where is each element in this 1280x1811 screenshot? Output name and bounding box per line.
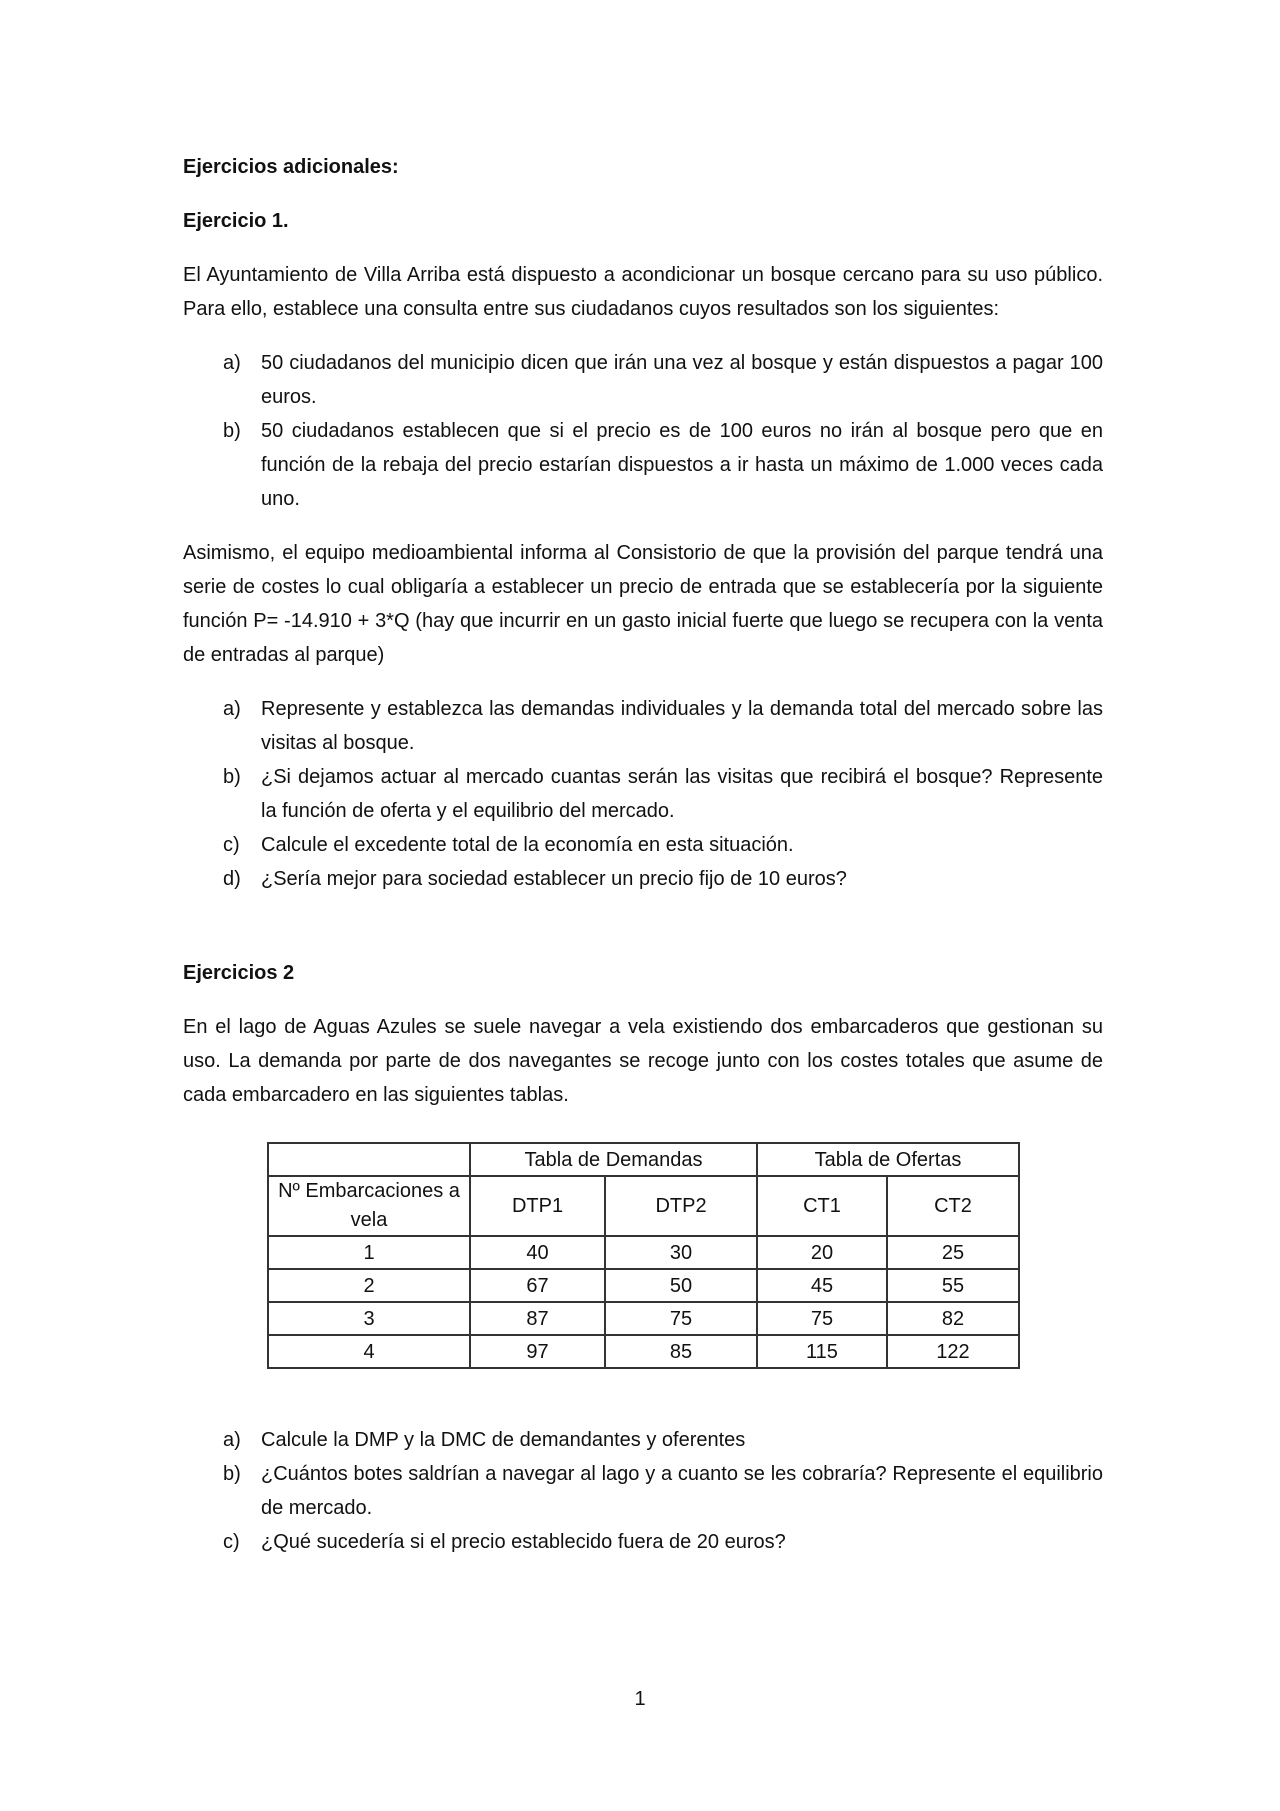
column-header: CT2 <box>887 1176 1019 1236</box>
exercise-1-conditions <box>183 346 1103 516</box>
list-item-text: 50 ciudadanos establecen que si el precio es de 100 euros no irán al bosque pero que en función de la rebaja del precio estarían dispuestos a ir hasta un máximo de 1.000 veces cada uno. <box>261 420 1103 510</box>
list-marker: b) <box>223 1463 241 1485</box>
document-title: Ejercicios adicionales: <box>183 156 399 178</box>
list-item <box>183 828 1103 862</box>
table-cell: 3 <box>268 1302 470 1335</box>
table-cell: 4 <box>268 1335 470 1368</box>
exercise-2-questions <box>183 1423 1103 1559</box>
list-item <box>183 1423 1103 1457</box>
table-cell: 82 <box>887 1302 1019 1335</box>
table-cell: 122 <box>887 1335 1019 1368</box>
table-column-header-row <box>268 1176 1019 1236</box>
table-group-header-row <box>268 1143 1019 1176</box>
exercise-2-intro: En el lago de Aguas Azules se suele navegar a vela existiendo dos embarcaderos que gestionan su uso. La demanda por parte de dos navegantes se recoge junto con los costes totales que asume de cada embarcadero en las siguientes tablas. <box>183 1016 1103 1106</box>
page-number: 1 <box>634 1688 646 1710</box>
demand-supply-table <box>267 1142 1020 1369</box>
list-item <box>183 692 1103 760</box>
column-header: DTP1 <box>470 1176 605 1236</box>
list-item-text: ¿Si dejamos actuar al mercado cuantas serán las visitas que recibirá el bosque? Represente la función de oferta y el equilibrio del mercado. <box>261 766 1103 822</box>
list-item <box>183 1525 1103 1559</box>
table-cell: 1 <box>268 1236 470 1269</box>
row-header-cell: Nº Embarcaciones a vela <box>268 1176 470 1236</box>
table-cell: 87 <box>470 1302 605 1335</box>
table-cell: 45 <box>757 1269 887 1302</box>
table-cell: 75 <box>757 1302 887 1335</box>
list-marker: b) <box>223 766 241 788</box>
list-marker: a) <box>223 698 241 720</box>
list-item-text: ¿Cuántos botes saldrían a navegar al lago y a cuanto se les cobraría? Represente el equilibrio de mercado. <box>261 1463 1103 1519</box>
supply-group-header: Tabla de Ofertas <box>757 1143 1019 1176</box>
table-cell: 2 <box>268 1269 470 1302</box>
table-cell: 75 <box>605 1302 757 1335</box>
list-item-text: 50 ciudadanos del municipio dicen que irán una vez al bosque y están dispuestos a pagar 100 euros. <box>261 352 1103 408</box>
exercise-1-questions <box>183 692 1103 896</box>
list-item <box>183 1457 1103 1525</box>
list-item-text: ¿Qué sucedería si el precio establecido fuera de 20 euros? <box>261 1531 786 1553</box>
table-row <box>268 1335 1019 1368</box>
exercise-1-intro: El Ayuntamiento de Villa Arriba está dispuesto a acondicionar un bosque cercano para su uso público. Para ello, establece una consulta entre sus ciudadanos cuyos resultados son los siguientes: <box>183 264 1103 320</box>
list-marker: c) <box>223 1531 240 1553</box>
table-cell: 55 <box>887 1269 1019 1302</box>
list-marker: a) <box>223 352 241 374</box>
list-item-text: Calcule la DMP y la DMC de demandantes y oferentes <box>261 1429 746 1451</box>
column-header: CT1 <box>757 1176 887 1236</box>
table-row <box>268 1302 1019 1335</box>
table-cell: 67 <box>470 1269 605 1302</box>
table-cell: 50 <box>605 1269 757 1302</box>
list-item <box>183 346 1103 414</box>
list-marker: b) <box>223 420 241 442</box>
document-page <box>183 150 1103 1559</box>
table-cell: 20 <box>757 1236 887 1269</box>
table-cell: 97 <box>470 1335 605 1368</box>
list-item-text: Calcule el excedente total de la economía en esta situación. <box>261 834 794 856</box>
exercise-2-heading: Ejercicios 2 <box>183 962 295 984</box>
column-header: DTP2 <box>605 1176 757 1236</box>
list-item-text: ¿Sería mejor para sociedad establecer un precio fijo de 10 euros? <box>261 868 847 890</box>
exercise-1-heading: Ejercicio 1. <box>183 210 289 232</box>
list-marker: c) <box>223 834 240 856</box>
table-cell: 115 <box>757 1335 887 1368</box>
list-marker: a) <box>223 1429 241 1451</box>
list-item <box>183 760 1103 828</box>
table-cell: 25 <box>887 1236 1019 1269</box>
table-row <box>268 1236 1019 1269</box>
table-cell: 40 <box>470 1236 605 1269</box>
table-cell: 85 <box>605 1335 757 1368</box>
table-corner-cell <box>268 1143 470 1176</box>
list-item <box>183 414 1103 516</box>
list-item-text: Represente y establezca las demandas individuales y la demanda total del mercado sobre las visitas al bosque. <box>261 698 1103 754</box>
exercise-1-cost-paragraph: Asimismo, el equipo medioambiental informa al Consistorio de que la provisión del parque tendrá una serie de costes lo cual obligaría a establecer un precio de entrada que se establecería por la siguiente función P= -14.910 + 3*Q (hay que incurrir en un gasto inicial fuerte que luego se recupera con la venta de entradas al parque) <box>183 542 1103 666</box>
list-item <box>183 862 1103 896</box>
table-row <box>268 1269 1019 1302</box>
table-cell: 30 <box>605 1236 757 1269</box>
demand-group-header: Tabla de Demandas <box>470 1143 757 1176</box>
list-marker: d) <box>223 868 241 890</box>
